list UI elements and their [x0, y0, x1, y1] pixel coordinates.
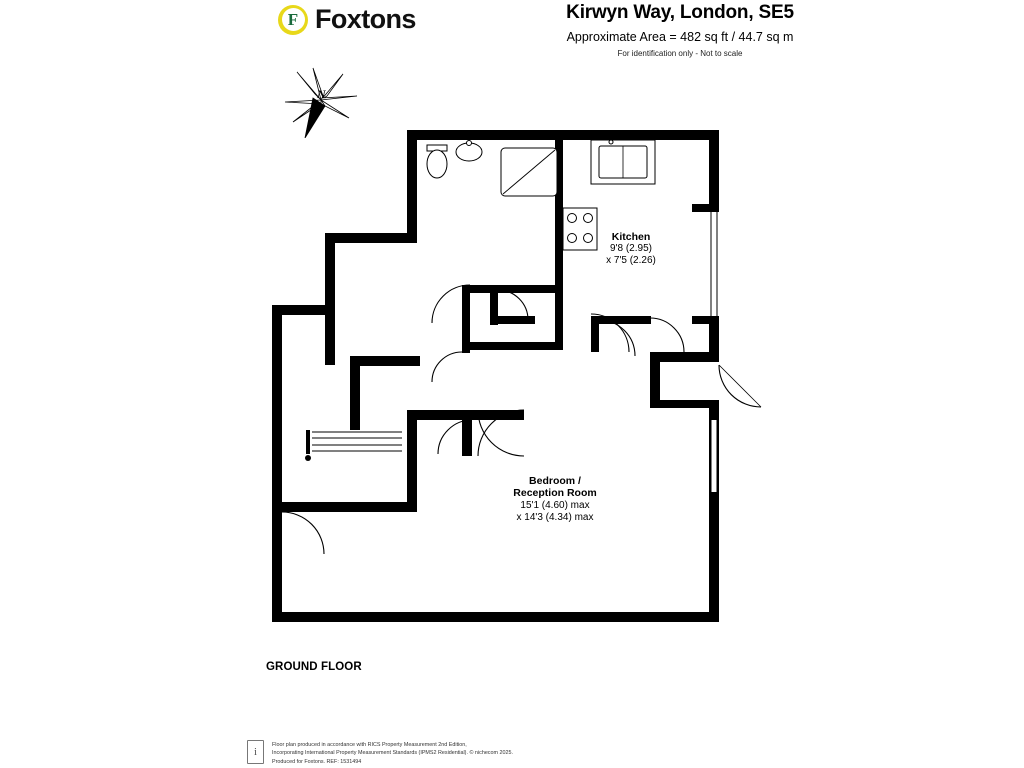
brand-name: Foxtons	[315, 4, 416, 34]
footer-disclaimer	[247, 740, 513, 766]
page-title: Kirwyn Way, London, SE5	[566, 2, 794, 23]
identification-note: For identification only - Not to scale	[617, 49, 743, 58]
footer-line-3: Produced for Foxtons. REF: 1531494	[272, 758, 362, 765]
brand-logo-letter: F	[282, 8, 305, 31]
info-icon: i	[247, 740, 264, 764]
bedroom-dimension-2: x 14'3 (4.34) max	[516, 511, 594, 523]
kitchen-dimension-1: 9'8 (2.95)	[610, 243, 652, 255]
title-block	[460, 2, 900, 58]
foxtons-logo-icon	[278, 5, 308, 35]
floor-title: GROUND FLOOR	[266, 661, 362, 673]
floor-plan-drawing	[250, 120, 790, 680]
approximate-area: Approximate Area = 482 sq ft / 44.7 sq m	[566, 30, 794, 44]
room-label-kitchen	[566, 231, 696, 267]
kitchen-name: Kitchen	[611, 231, 651, 243]
bedroom-name-line-1: Bedroom /	[529, 475, 581, 487]
bedroom-name-line-2: Reception Room	[513, 487, 597, 500]
footer-text	[272, 740, 513, 766]
footer-line-2: Incorporating International Property Measurement Standards (IPMS2 Residential). © nichecom 2025.	[272, 750, 513, 757]
plan-walls	[272, 130, 761, 622]
footer-line-1: Floor plan produced in accordance with RICS Property Measurement 2nd Edition,	[272, 742, 467, 748]
brand-logo	[278, 4, 416, 35]
svg-text:N: N	[317, 87, 326, 101]
room-label-bedroom-reception	[455, 475, 655, 523]
bedroom-dimension-1: 15'1 (4.60) max	[520, 499, 590, 511]
kitchen-dimension-2: x 7'5 (2.26)	[606, 255, 656, 267]
